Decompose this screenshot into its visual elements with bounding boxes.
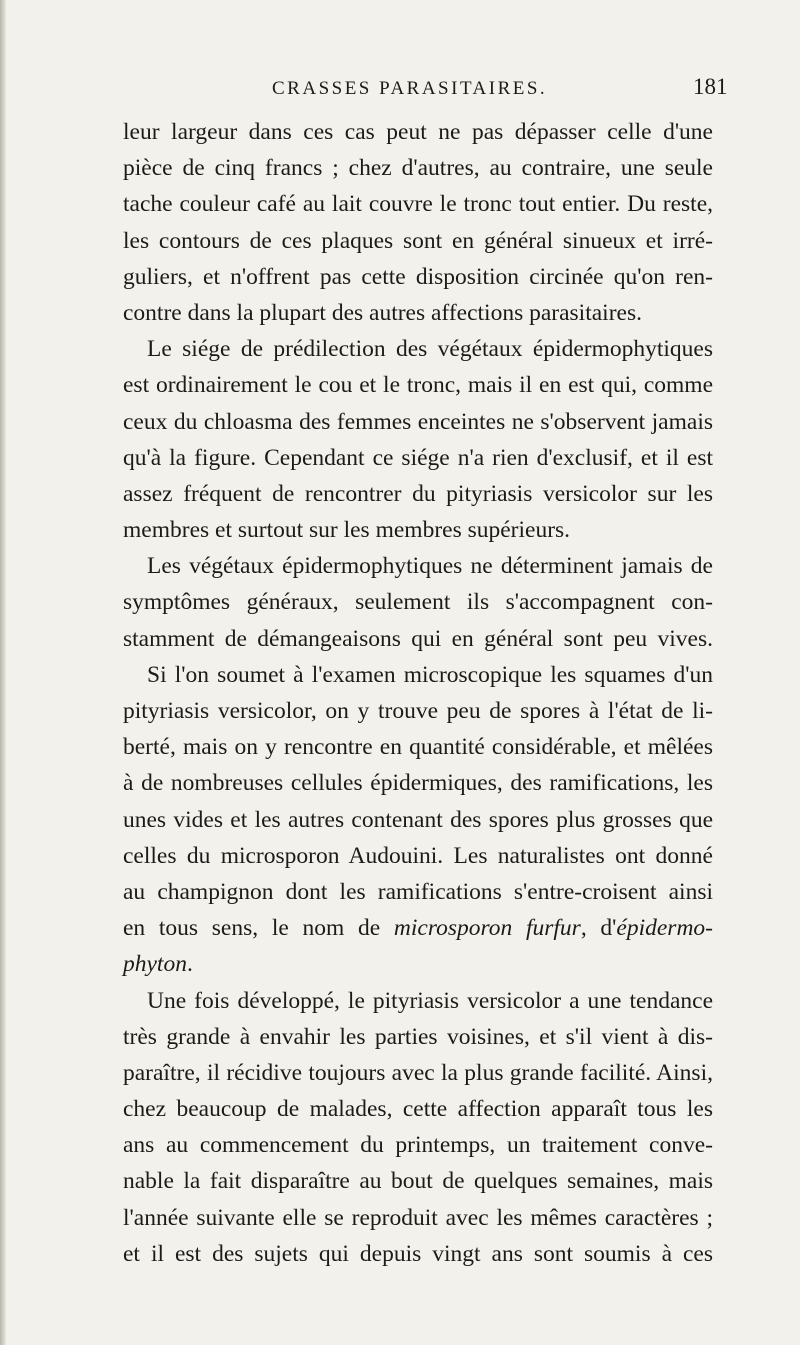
text-line: est ordinairement le cou et le tronc, mais il en est qui, comme bbox=[123, 372, 713, 399]
text-line: membres et surtout sur les membres supérieurs. bbox=[123, 517, 571, 544]
running-header bbox=[0, 74, 800, 108]
text-line: ans au commencement du printemps, un traitement conve- bbox=[123, 1132, 713, 1159]
text-line: et il est des sujets qui depuis vingt ans sont soumis à ces bbox=[123, 1240, 713, 1267]
text-line: les contours de ces plaques sont en général sinueux et irré- bbox=[123, 227, 713, 254]
page-spine-shadow bbox=[0, 0, 6, 1345]
text-line: assez fréquent de rencontrer du pityriasis versicolor sur les bbox=[123, 480, 713, 507]
text-line-with-italic bbox=[123, 946, 713, 982]
text-line: pièce de cinq francs ; chez d'autres, au contraire, une seule bbox=[123, 155, 713, 182]
text-run: , d' bbox=[580, 915, 617, 942]
running-title: CRASSES PARASITAIRES. bbox=[272, 78, 548, 99]
italic-term-microsporon-furfur: microsporon furfur bbox=[393, 915, 581, 942]
text-line: unes vides et les autres contenant des spores plus grosses que bbox=[123, 806, 713, 833]
text-line: paraître, il récidive toujours avec la plus grande facilité. Ainsi, bbox=[123, 1059, 713, 1086]
text-line: contre dans la plupart des autres affections parasitaires. bbox=[123, 299, 642, 326]
text-line: celles du microsporon Audouini. Les naturalistes ont donné bbox=[123, 842, 713, 869]
text-line: pityriasis versicolor, on y trouve peu de spores à l'état de li- bbox=[123, 698, 713, 724]
text-line: stamment de démangeaisons qui en général sont peu vives. bbox=[123, 625, 713, 652]
text-line: Si l'on soumet à l'examen microscopique les squames d'un bbox=[147, 661, 713, 688]
text-line: guliers, et n'offrent pas cette disposition circinée qu'on ren- bbox=[123, 263, 713, 290]
text-line: l'année suivante elle se reproduit avec les mêmes caractères ; bbox=[123, 1204, 713, 1231]
text-line: très grande à envahir les parties voisines, et s'il vient à dis- bbox=[123, 1023, 713, 1050]
text-line: Une fois développé, le pityriasis versicolor a une tendance bbox=[147, 987, 713, 1014]
text-line: nable la fait disparaître au bout de quelques semaines, mais bbox=[123, 1168, 713, 1195]
text-line-with-italic bbox=[123, 910, 713, 946]
italic-term-epidermophyton: épidermo- bbox=[616, 915, 713, 942]
text-run: en tous sens, le nom de bbox=[123, 915, 394, 942]
text-line: qu'à la figure. Cependant ce siége n'a rien d'exclusif, et il est bbox=[123, 444, 713, 471]
italic-term-epidermophyton-end: phyton bbox=[123, 951, 187, 978]
text-line: berté, mais on y rencontre en quantité considérable, et mêlées bbox=[123, 734, 713, 761]
text-line: tache couleur café au lait couvre le tronc tout entier. Du reste, bbox=[123, 191, 713, 218]
text-line: chez beaucoup de malades, cette affection apparaît tous les bbox=[123, 1096, 713, 1123]
text-line: ceux du chloasma des femmes enceintes ne s'observent jamais bbox=[123, 408, 713, 435]
body-text bbox=[123, 114, 713, 1272]
page-number: 181 bbox=[693, 74, 728, 99]
text-line: Le siége de prédilection des végétaux épidermophytiques bbox=[147, 336, 713, 363]
text-line: leur largeur dans ces cas peut ne pas dépasser celle d'une bbox=[123, 119, 713, 145]
text-line: à de nombreuses cellules épidermiques, des ramifications, les bbox=[123, 770, 713, 797]
text-run: . bbox=[186, 951, 193, 978]
text-line: symptômes généraux, seulement ils s'accompagnent con- bbox=[123, 589, 713, 616]
text-line: Les végétaux épidermophytiques ne déterminent jamais de bbox=[147, 553, 713, 580]
text-line: au champignon dont les ramifications s'entre-croisent ainsi bbox=[123, 878, 713, 905]
